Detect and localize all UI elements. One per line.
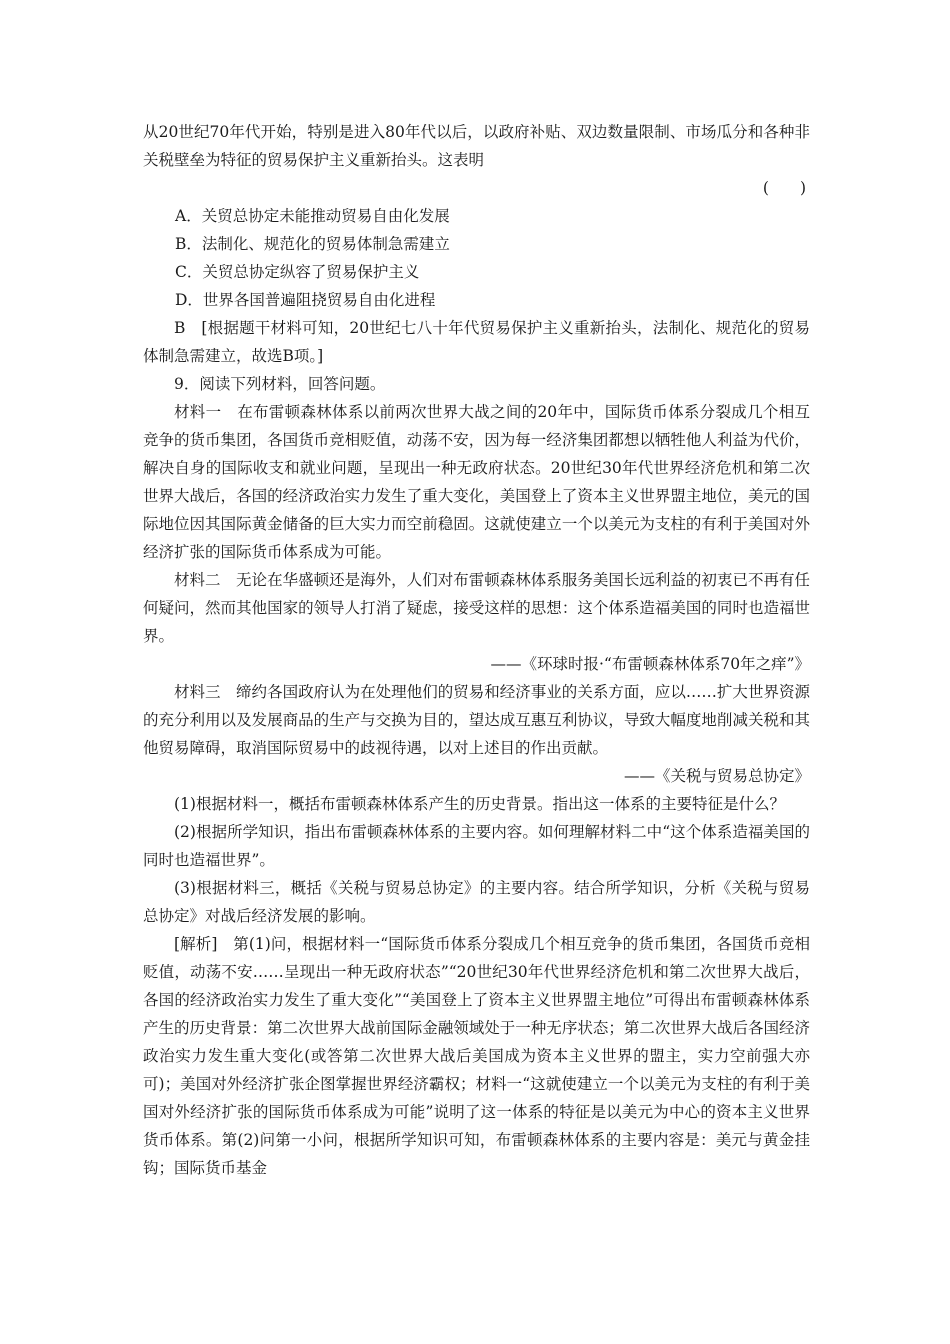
- option-c: C．关贸总协定纵容了贸易保护主义: [175, 263, 420, 281]
- sub-question-2: (2)根据所学知识，指出布雷顿森林体系的主要内容。如何理解材料二中“这个体系造福美国的同时也造福世界”。: [143, 823, 810, 869]
- material-three-source: ——《关税与贸易总协定》: [623, 767, 810, 785]
- option-a: A．关贸总协定未能推动贸易自由化发展: [175, 207, 450, 225]
- material-three: 材料三 缔约各国政府认为在处理他们的贸易和经济事业的关系方面，应以……扩大世界资源的充分利用以及发展商品的生产与交换为目的，望达成互惠互利协议，导致大幅度地削减关税和其他贸易障碍，取消国际贸易中的歧视待遇，以对上述目的作出贡献。: [143, 683, 810, 757]
- analysis-text: [解析] 第(1)问，根据材料一“国际货币体系分裂成几个相互竞争的货币集团，各国货币竞相贬值，动荡不安……呈现出一种无政府状态”“20世纪30年代世界经济危机和第二次世界大战后，各国的经济政治实力发生了重大变化”“美国登上了资本主义世界盟主地位”可得出布雷顿森林体系产生的历史背景：第二次世界大战前国际金融领域处于一种无序状态；第二次世界大战后各国经济政治实力发生重大变化(或答第二次世界大战后美国成为资本主义世界的盟主，实力空前强大亦可)；美国对外经济扩张企图掌握世界经济霸权；材料一“这就使建立一个以美元为支柱的有利于美国对外经济扩张的国际货币体系成为可能”说明了这一体系的特征是以美元为中心的资本主义世界货币体系。第(2)问第一小问，根据所学知识可知，布雷顿森林体系的主要内容是：美元与黄金挂钩；国际货币基金: [143, 935, 810, 1177]
- question-stem: 从20世纪70年代开始，特别是进入80年代以后，以政府补贴、双边数量限制、市场瓜分和各种非关税壁垒为特征的贸易保护主义重新抬头。这表明: [143, 123, 810, 169]
- option-d: D．世界各国普遍阻挠贸易自由化进程: [175, 291, 436, 309]
- answer-explanation: B [根据题干材料可知，20世纪七八十年代贸易保护主义重新抬头，法制化、规范化的贸易体制急需建立，故选B项。]: [143, 319, 810, 365]
- option-b: B．法制化、规范化的贸易体制急需建立: [175, 235, 450, 253]
- sub-question-3: (3)根据材料三，概括《关税与贸易总协定》的主要内容。结合所学知识，分析《关税与贸易总协定》对战后经济发展的影响。: [143, 879, 810, 925]
- answer-parentheses: ( ): [762, 179, 806, 197]
- material-two-source: ——《环球时报·“布雷顿森林体系70年之痒”》: [490, 655, 810, 673]
- document-body: [143, 118, 810, 1182]
- question-9-intro: 9．阅读下列材料，回答问题。: [174, 375, 386, 393]
- sub-question-1: (1)根据材料一，概括布雷顿森林体系产生的历史背景。指出这一体系的主要特征是什么？: [174, 795, 785, 813]
- material-one: 材料一 在布雷顿森林体系以前两次世界大战之间的20年中，国际货币体系分裂成几个相互竞争的货币集团，各国货币竞相贬值，动荡不安，因为每一经济集团都想以牺牲他人利益为代价，解决自身的国际收支和就业问题，呈现出一种无政府状态。20世纪30年代世界经济危机和第二次世界大战后，各国的经济政治实力发生了重大变化，美国登上了资本主义世界盟主地位，美元的国际地位因其国际黄金储备的巨大实力而空前稳固。这就使建立一个以美元为支柱的有利于美国对外经济扩张的国际货币体系成为可能。: [143, 403, 810, 561]
- material-two: 材料二 无论在华盛顿还是海外，人们对布雷顿森林体系服务美国长远利益的初衷已不再有任何疑问，然而其他国家的领导人打消了疑虑，接受这样的思想：这个体系造福美国的同时也造福世界。: [143, 571, 810, 645]
